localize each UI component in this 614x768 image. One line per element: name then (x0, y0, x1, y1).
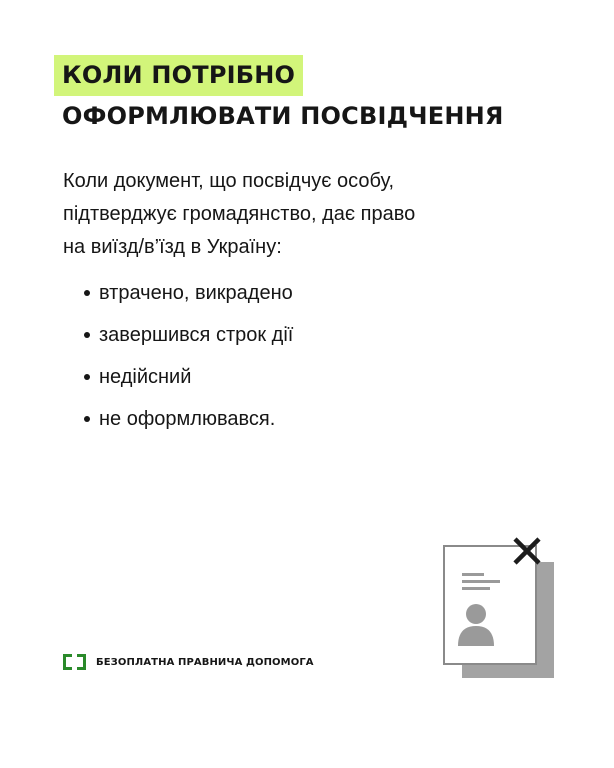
intro-line-3: на виїзд/в’їзд в Україну: (63, 236, 282, 258)
bullet-icon (84, 374, 90, 380)
list-item (74, 272, 293, 314)
document-line (462, 587, 490, 590)
document-sheet (444, 546, 536, 664)
bullet-icon (84, 290, 90, 296)
bullet-icon (84, 416, 90, 422)
logo-bracket-right-icon (77, 654, 86, 670)
list-item-text: завершився строк дії (99, 324, 294, 346)
list-item-text: не оформлювався. (99, 408, 276, 430)
logo-text: БЕЗОПЛАТНА ПРАВНИЧА ДОПОМОГА (96, 656, 314, 668)
invalid-document-icon (438, 532, 560, 684)
document-line (462, 573, 484, 576)
conditions-list (74, 272, 293, 440)
list-item (74, 398, 293, 440)
logo-bracket-left-icon (63, 654, 72, 670)
document-line (462, 580, 500, 583)
intro-line-1: Коли документ, що посвідчує особу, (63, 170, 395, 192)
list-item (74, 356, 293, 398)
bullet-icon (84, 332, 90, 338)
person-head-icon (466, 604, 486, 624)
list-item (74, 314, 293, 356)
intro-line-2: підтверджує громадянство, дає право (63, 203, 416, 225)
list-item-text: недійсний (99, 366, 192, 388)
page-title (54, 55, 504, 137)
intro-text (63, 165, 563, 264)
title-second-line: ОФОРМЛЮВАТИ ПОСВІДЧЕННЯ (62, 102, 504, 130)
list-item-text: втрачено, викрадено (99, 282, 293, 304)
title-highlight-line: КОЛИ ПОТРІБНО (54, 55, 303, 96)
brand-logo (63, 654, 314, 670)
